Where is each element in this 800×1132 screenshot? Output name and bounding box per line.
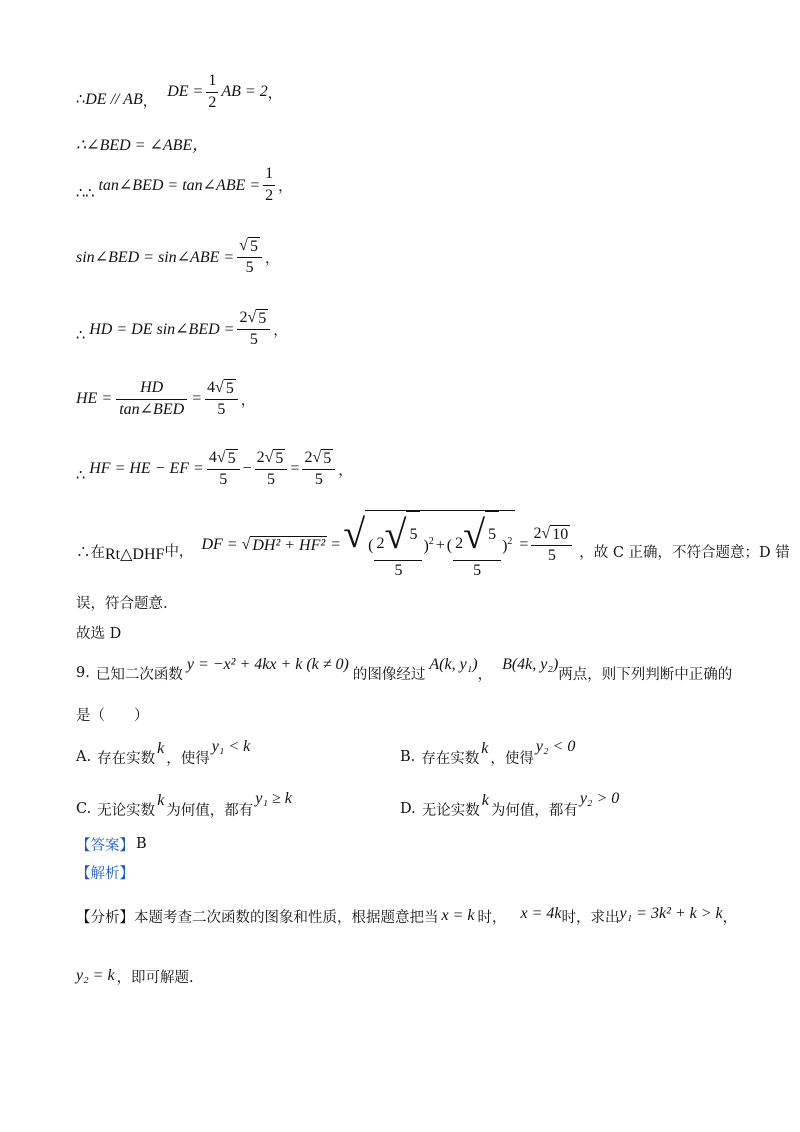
analysis-text-c: 时，求出	[561, 909, 620, 926]
solution-line-4	[76, 234, 279, 280]
option-text-pre: 存在实数	[421, 750, 480, 767]
coefficient: 2	[239, 308, 248, 326]
fraction-denominator: 5	[249, 331, 258, 348]
solution-line-9: 误，符合题意.	[76, 595, 168, 612]
option-label: D.	[400, 801, 416, 817]
coefficient: 4	[208, 448, 217, 466]
equals: =	[519, 536, 529, 553]
fraction-2sqrt5-over-5	[374, 511, 422, 580]
radicand: 5	[249, 237, 258, 255]
analysis-text-e: ，即可解题.	[116, 969, 194, 986]
option-label: C.	[76, 801, 92, 817]
middle-text: 中，	[164, 543, 194, 560]
point-a: A(k, y₁)	[429, 656, 478, 673]
fraction-denominator: 5	[394, 561, 403, 579]
fraction-denominator: 2	[208, 93, 217, 111]
option-a[interactable]	[76, 734, 250, 768]
equals: =	[331, 536, 341, 553]
coefficient: 2	[256, 448, 265, 466]
analysis-tag-line	[76, 862, 134, 882]
math-ab: AB = 2	[221, 83, 268, 100]
solution-line-8	[76, 510, 790, 579]
equation-y1: y₁ = 3k² + k > k	[619, 905, 723, 922]
option-variable: k	[481, 740, 489, 757]
solution-line-1	[76, 72, 282, 112]
option-text-pre: 无论实数	[97, 802, 156, 819]
fraction-numerator: 1	[206, 72, 218, 92]
analysis-text-a: 本题考查二次函数的图象和性质，根据题意把当	[134, 909, 439, 926]
solution-line-2	[76, 132, 208, 154]
math-sin: sin∠BED = sin∠ABE =	[76, 249, 235, 266]
line-end: ，	[338, 462, 353, 479]
analysis-line-1	[76, 896, 737, 930]
option-label: A.	[76, 749, 92, 765]
fraction-denominator: 2	[265, 186, 274, 204]
therefore-symbol: ∴	[76, 468, 86, 484]
equals: =	[290, 460, 300, 477]
radicand: 5	[225, 379, 234, 397]
radicand: 5	[485, 511, 499, 559]
fraction-2sqrt5-over-5	[237, 309, 270, 350]
fraction-half	[206, 72, 218, 112]
fraction-numerator: 2 √ 5	[302, 449, 335, 470]
option-condition: y₂ > 0	[579, 790, 620, 807]
separator: ，	[142, 93, 158, 110]
math-angle-equal: ∴∠BED = ∠ABE，	[76, 136, 209, 154]
option-condition: y₂ < 0	[535, 738, 576, 755]
fraction-2sqrt10-over-5	[531, 525, 572, 566]
question-number: 9.	[76, 665, 90, 681]
fraction-denominator: 5	[267, 471, 276, 488]
minus: −	[242, 460, 252, 477]
radicand: DH² + HF²	[252, 536, 326, 554]
final-choice: 故选 D	[76, 625, 122, 642]
therefore-symbol: ∴	[76, 328, 86, 344]
math-df: DF =	[201, 536, 238, 553]
equals: =	[191, 390, 203, 407]
analysis-text-d: ，	[722, 909, 738, 926]
big-sqrt: √ ( 2 √ 5 5 )$^2$ + ( 2 √ 5 5 )$^2$	[343, 510, 515, 580]
analysis-tag: 【解析】	[76, 865, 134, 882]
option-text-pre: 存在实数	[97, 750, 156, 767]
option-text-mid: 为何值，都有	[490, 802, 578, 819]
analysis-text-b: 时，	[477, 909, 507, 926]
fraction-4sqrt5-over-5	[205, 379, 238, 420]
option-text-mid: ，使得	[166, 750, 210, 767]
fraction-denominator: 5	[473, 561, 482, 579]
fraction-sqrt5-over-5	[237, 237, 262, 278]
coefficient: 2	[304, 448, 313, 466]
radicand: 5	[258, 309, 267, 327]
line-end: ，	[278, 178, 293, 195]
therefore-symbol: ∴	[76, 92, 86, 108]
fraction-numerator: 4 √ 5	[205, 379, 238, 400]
fraction-hd-over-tan	[116, 379, 187, 419]
solution-line-6	[76, 376, 255, 422]
separator: ，	[477, 666, 493, 683]
coefficient: 4	[207, 378, 216, 396]
coefficient: 2	[455, 534, 464, 552]
solution-line-5	[76, 306, 288, 352]
option-variable: k	[481, 792, 489, 809]
fraction-numerator: 2 √ 5	[374, 511, 422, 561]
radicand: 5	[323, 449, 332, 467]
fraction-denominator: 5	[245, 259, 254, 276]
math-he: HE =	[76, 390, 113, 407]
option-c[interactable]	[76, 786, 292, 820]
fraction-4sqrt5-over-5	[207, 449, 240, 490]
fraction-denominator: 5	[314, 471, 323, 488]
solution-line-7	[76, 446, 353, 492]
math-hd: HD = DE sin∠BED =	[89, 321, 235, 338]
fraction-numerator: 1	[263, 165, 275, 185]
option-b[interactable]	[400, 734, 575, 768]
line-end: ，	[264, 250, 280, 267]
coefficient: 2	[376, 534, 385, 552]
therefore-in: ∴在	[76, 544, 105, 561]
quadratic-function: y = −x² + 4kx + k (k ≠ 0)	[186, 656, 349, 673]
radicand: 5	[227, 449, 236, 467]
answer-tag: 【答案】	[76, 837, 134, 854]
option-variable: k	[157, 740, 165, 757]
stem-text-b: 的图像经过	[352, 666, 426, 683]
option-text-pre: 无论实数	[421, 802, 480, 819]
option-condition: y₁ ≥ k	[255, 790, 292, 807]
equation-x-4k: x = 4k	[520, 905, 562, 922]
point-b: B(4k, y₂)	[502, 656, 559, 673]
solution-line-3	[76, 162, 293, 208]
fraction-half	[263, 165, 275, 205]
question-stem	[76, 652, 732, 686]
option-text-mid: ，使得	[490, 750, 534, 767]
line-end: ，	[267, 85, 283, 102]
coefficient: 2	[533, 524, 542, 542]
radicand: 5	[406, 511, 420, 559]
option-condition: y₁ < k	[211, 738, 251, 755]
sqrt-dh-hf: √ DH² + HF²	[241, 535, 326, 554]
fraction-numerator: 2 √ 5	[255, 449, 288, 470]
fraction-2sqrt5-over-5-result	[302, 449, 335, 490]
option-label: B.	[400, 749, 416, 765]
option-text-mid: 为何值，都有	[166, 802, 254, 819]
equation-y2: y₂ = k	[76, 967, 115, 984]
radicand: 5	[275, 449, 284, 467]
triangle-dhf: Rt△DHF	[105, 546, 165, 563]
fraction-numerator: 2 √ 5	[237, 309, 270, 330]
line-end: ，	[273, 322, 288, 339]
fraction-numerator: 4 √ 5	[207, 449, 240, 470]
option-d[interactable]	[400, 786, 619, 820]
math-tan: tan∠BED = tan∠ABE =	[98, 177, 261, 194]
fraction-numerator: 2 √ 5	[453, 511, 501, 561]
fraction-numerator: 2 √ 10	[531, 525, 572, 546]
stem-text-d: 是（ ）	[76, 707, 149, 724]
stem-text-a: 已知二次函数	[95, 666, 183, 683]
analysis-line-2	[76, 964, 194, 988]
math-hf: HF = HE − EF =	[89, 460, 204, 477]
stem-text-c: 两点，则下列判断中正确的	[558, 666, 733, 683]
fraction-2sqrt5-over-5	[255, 449, 288, 490]
option-variable: k	[157, 792, 165, 809]
line-end: ，	[240, 392, 256, 409]
answer-value: B	[136, 836, 147, 852]
fraction-denominator: tan∠BED	[119, 400, 185, 418]
math-de: DE =	[167, 83, 204, 100]
fraction-denominator: 5	[217, 401, 226, 418]
fraction-2sqrt5-over-5	[453, 511, 501, 580]
plus: +	[435, 536, 445, 554]
fraction-denominator: 5	[219, 471, 228, 488]
therefore-symbol: ∴∴	[76, 186, 95, 202]
fraction-numerator: √ 5	[237, 237, 262, 258]
conclusion-text: ，故 C 正确，不符合题意；D 错	[579, 544, 790, 561]
fraction-numerator: HD	[116, 379, 187, 399]
answer-line	[76, 834, 147, 854]
analysis-label: 【分析】	[76, 909, 134, 926]
fraction-denominator: 5	[547, 547, 556, 564]
equation-x-k: x = k	[441, 907, 475, 924]
radicand: 10	[552, 525, 569, 543]
math-parallel: DE // AB	[85, 91, 143, 108]
